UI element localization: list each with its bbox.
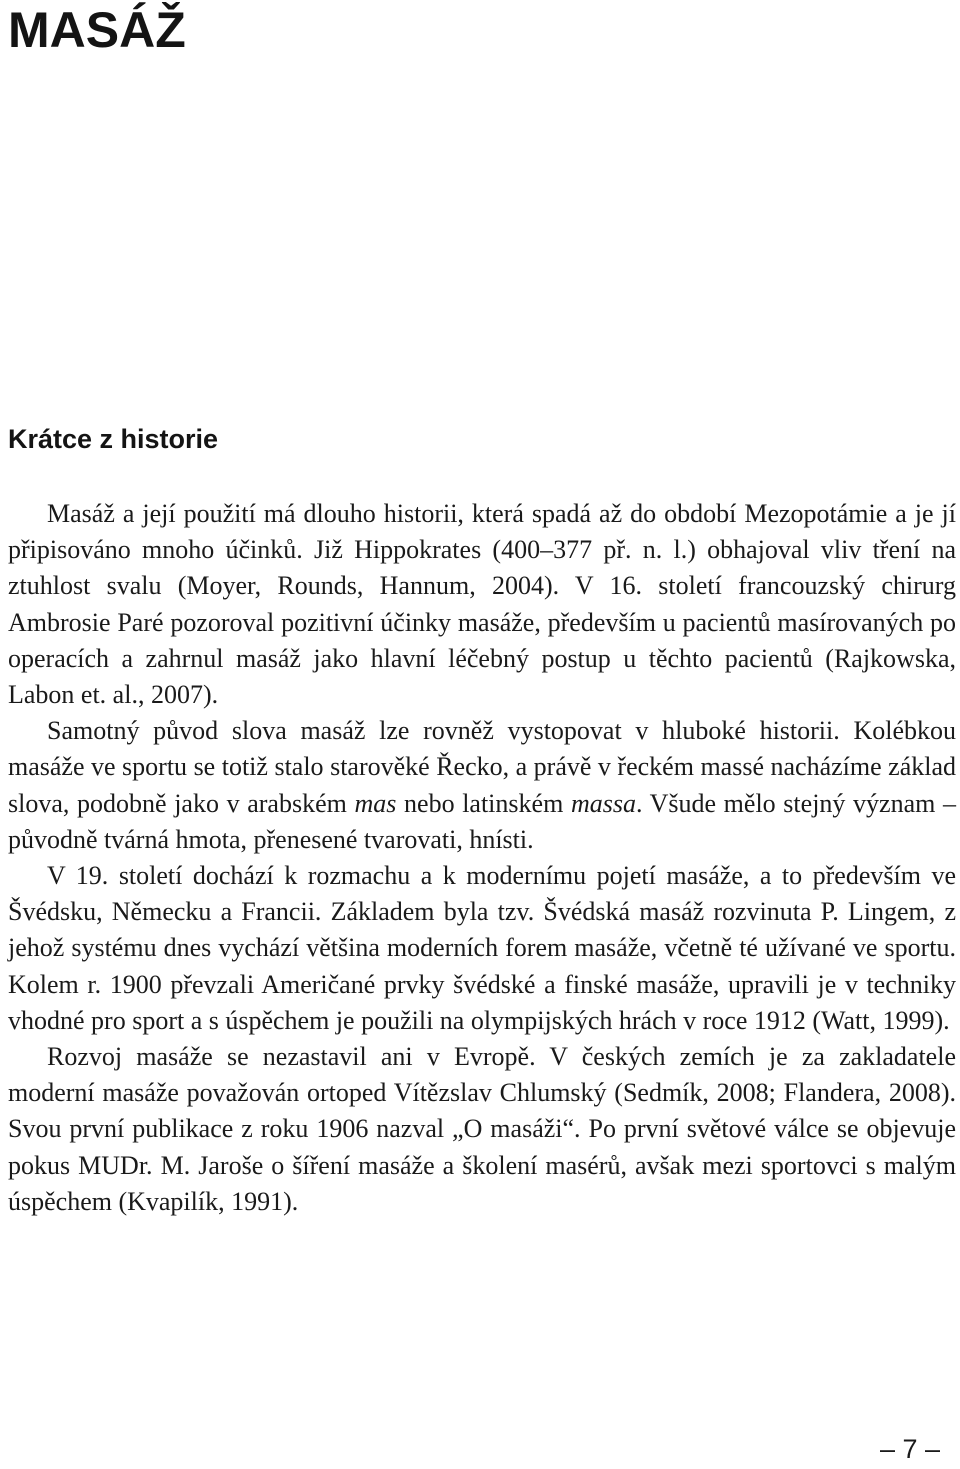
page-number: – 7 – [879, 1434, 940, 1464]
paragraph-text: nebo latinském [396, 788, 571, 818]
italic-term-massa: massa [570, 788, 636, 818]
page-title: MASÁŽ [8, 2, 186, 58]
paragraph-2 [8, 713, 956, 858]
paragraph-text: Samotný původ slova masáž lze rovněž vystopovat v hluboké historii. Kolébkou masáže ve sportu se totiž stalo starověké Řecko, a právě v řeckém massé nacházíme základ slova, podobně jako v arabském [8, 716, 956, 818]
body-text [8, 496, 956, 1220]
paragraph-text: Rozvoj masáže se nezastavil ani v Evropě. V českých zemích je za zakladatele moderní masáže považován ortoped Vítězslav Chlumský (Sedmík, 2008; Flandera, 2008). Svou první publikace z roku 1906 nazval „O masáži“. Po první světové válce se objevuje pokus MUDr. M. Jaroše o šíření masáže a školení masérů, avšak mezi sportovci s malým úspěchem (Kvapilík, 1991). [8, 1042, 956, 1216]
paragraph-1 [8, 496, 956, 713]
paragraph-3 [8, 858, 956, 1039]
paragraph-text: V 19. století dochází k rozmachu a k modernímu pojetí masáže, a to především ve Švédsku, Německu a Francii. Základem byla tzv. Švédská masáž rozvinuta P. Lingem, z jehož systému dnes vychází většina moderních forem masáže, včetně té užívané ve sportu. Kolem r. 1900 převzali Američané prvky švédské a finské masáže, upravili je v techniky vhodné pro sport a s úspěchem je použili na olympijských hrách v roce 1912 (Watt, 1999). [8, 861, 956, 1035]
section-heading: Krátce z historie [8, 424, 219, 454]
paragraph-4 [8, 1039, 956, 1220]
italic-term-mas: mas [354, 788, 397, 818]
paragraph-text: . Všude mělo stejný význam – původně tvárná hmota, přenesené tvarovati, hnísti. [8, 788, 956, 854]
paragraph-text: Masáž a její použití má dlouho historii, která spadá až do období Mezopotámie a je jí připisováno mnoho účinků. Již Hippokrates (400–377 př. n. l.) obhajoval vliv tření na ztuhlost svalu (Moyer, Rounds, Hannum, 2004). V 16. století francouzský chirurg Ambrosie Paré pozoroval pozitivní účinky masáže, především u pacientů masírovaných po operacích a zahrnul masáž jako hlavní léčebný postup u těchto pacientů (Rajkowska, Labon et. al., 2007). [8, 499, 956, 710]
